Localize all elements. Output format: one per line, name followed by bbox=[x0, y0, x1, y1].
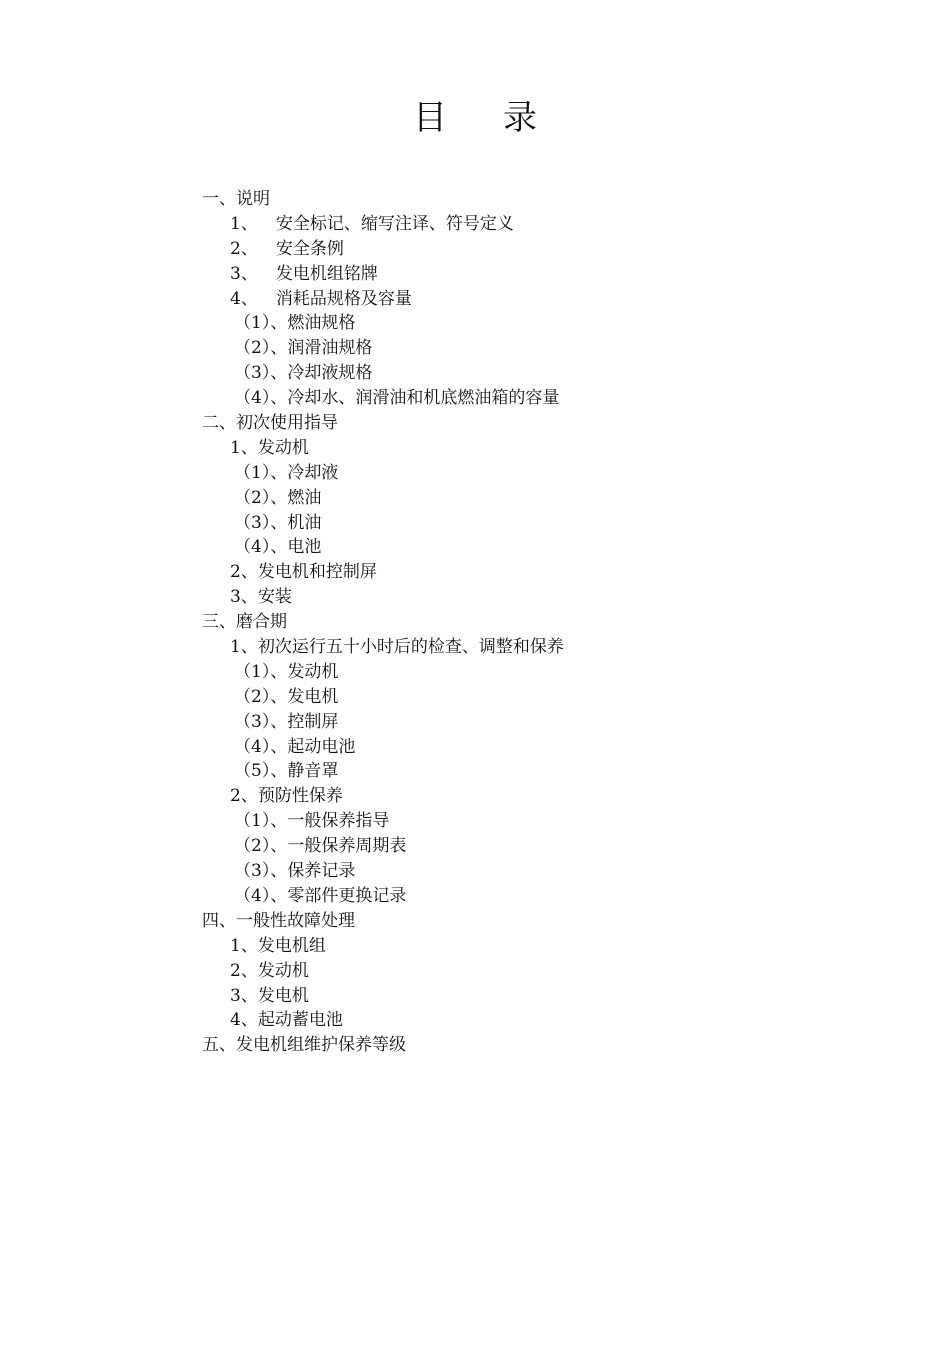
toc-entry-text: 安全条例 bbox=[275, 238, 344, 259]
toc-entry-text: （5）、静音罩 bbox=[234, 761, 339, 782]
toc-entry-level-3 bbox=[202, 660, 902, 685]
toc-entry-level-1 bbox=[202, 1033, 902, 1058]
toc-entry-text: 五、发电机组维护保养等级 bbox=[202, 1035, 406, 1056]
toc-entry-level-3 bbox=[202, 311, 902, 336]
page-title bbox=[0, 94, 950, 142]
toc-entry-text: （4）、电池 bbox=[234, 537, 322, 558]
toc-entry-level-3 bbox=[202, 884, 902, 909]
toc-entry-text: 安全标记、缩写注译、符号定义 bbox=[275, 213, 514, 234]
toc-entry-level-3 bbox=[202, 511, 902, 536]
toc-entry-text: 4、起动蓄电池 bbox=[230, 1010, 343, 1031]
toc-entry-level-3 bbox=[202, 361, 902, 386]
toc-entry-text: 1、发动机 bbox=[230, 437, 309, 458]
toc-entry-level-2 bbox=[202, 585, 902, 610]
toc-entry-text: （2）、燃油 bbox=[234, 487, 322, 508]
toc-entry-text: 2、发动机 bbox=[230, 960, 309, 981]
toc-entry-level-2 bbox=[202, 635, 902, 660]
toc-entry-text: 1、发电机组 bbox=[230, 935, 326, 956]
toc-entry-level-2 bbox=[202, 287, 902, 312]
toc-entry-text: （1）、发动机 bbox=[234, 661, 339, 682]
toc-entry-text: （1）、一般保养指导 bbox=[234, 811, 390, 832]
table-of-contents bbox=[202, 187, 902, 1058]
toc-entry-text: 一、说明 bbox=[202, 189, 270, 209]
toc-entry-level-2 bbox=[202, 934, 902, 959]
toc-entry-number: 1、 bbox=[230, 213, 258, 234]
toc-entry-level-3 bbox=[202, 809, 902, 834]
toc-entry-level-1 bbox=[202, 909, 902, 934]
toc-entry-text: 3、安装 bbox=[230, 587, 292, 608]
toc-entry-level-3 bbox=[202, 486, 902, 511]
toc-entry-number: 4、 bbox=[230, 288, 258, 309]
title-char-right: 录 bbox=[503, 98, 537, 138]
toc-entry-text: 3、发电机 bbox=[230, 985, 309, 1006]
toc-entry-text: 2、预防性保养 bbox=[230, 786, 343, 807]
toc-entry-text: （4）、零部件更换记录 bbox=[234, 885, 407, 906]
toc-entry-text: （3）、保养记录 bbox=[234, 861, 356, 882]
toc-entry-level-3 bbox=[202, 710, 902, 735]
toc-entry-text: （4）、冷却水、润滑油和机底燃油箱的容量 bbox=[234, 388, 560, 409]
toc-entry-level-3 bbox=[202, 535, 902, 560]
toc-entry-level-3 bbox=[202, 859, 902, 884]
toc-entry-text: 2、发电机和控制屏 bbox=[230, 562, 377, 583]
toc-entry-level-2 bbox=[202, 262, 902, 287]
toc-entry-text: （2）、发电机 bbox=[234, 686, 339, 707]
toc-entry-text: （3）、机油 bbox=[234, 512, 322, 533]
toc-entry-text: 发电机组铭牌 bbox=[275, 263, 378, 284]
toc-entry-level-3 bbox=[202, 759, 902, 784]
toc-entry-text: （3）、冷却液规格 bbox=[234, 363, 373, 384]
toc-entry-text: 四、一般性故障处理 bbox=[202, 910, 355, 931]
toc-entry-level-2 bbox=[202, 237, 902, 262]
toc-entry-text: （1）、冷却液 bbox=[234, 462, 339, 483]
toc-entry-text: （4）、起动电池 bbox=[234, 736, 356, 757]
toc-entry-level-1 bbox=[202, 411, 902, 436]
toc-entry-level-3 bbox=[202, 336, 902, 361]
toc-entry-text: 1、初次运行五十小时后的检查、调整和保养 bbox=[230, 637, 564, 658]
toc-entry-level-3 bbox=[202, 386, 902, 411]
toc-entry-level-2 bbox=[202, 436, 902, 461]
toc-entry-level-3 bbox=[202, 834, 902, 859]
toc-entry-level-3 bbox=[202, 685, 902, 710]
toc-entry-level-3 bbox=[202, 461, 902, 486]
toc-entry-level-1 bbox=[202, 610, 902, 635]
toc-entry-level-2 bbox=[202, 560, 902, 585]
toc-entry-level-2 bbox=[202, 984, 902, 1009]
toc-entry-text: （2）、润滑油规格 bbox=[234, 338, 373, 359]
toc-entry-text: 消耗品规格及容量 bbox=[275, 288, 412, 309]
toc-entry-level-2 bbox=[202, 1008, 902, 1033]
toc-entry-number: 2、 bbox=[230, 238, 258, 259]
toc-entry-level-1 bbox=[202, 187, 902, 212]
toc-entry-text: 二、初次使用指导 bbox=[202, 413, 338, 434]
toc-entry-number: 3、 bbox=[230, 263, 258, 284]
toc-entry-level-3 bbox=[202, 735, 902, 760]
title-char-left: 目 bbox=[413, 98, 447, 138]
toc-entry-level-2 bbox=[202, 959, 902, 984]
toc-entry-level-2 bbox=[202, 212, 902, 237]
toc-entry-level-2 bbox=[202, 784, 902, 809]
toc-entry-text: （1）、燃油规格 bbox=[234, 313, 356, 334]
toc-entry-text: （3）、控制屏 bbox=[234, 711, 339, 732]
toc-entry-text: 三、磨合期 bbox=[202, 612, 287, 633]
toc-entry-text: （2）、一般保养周期表 bbox=[234, 836, 407, 857]
